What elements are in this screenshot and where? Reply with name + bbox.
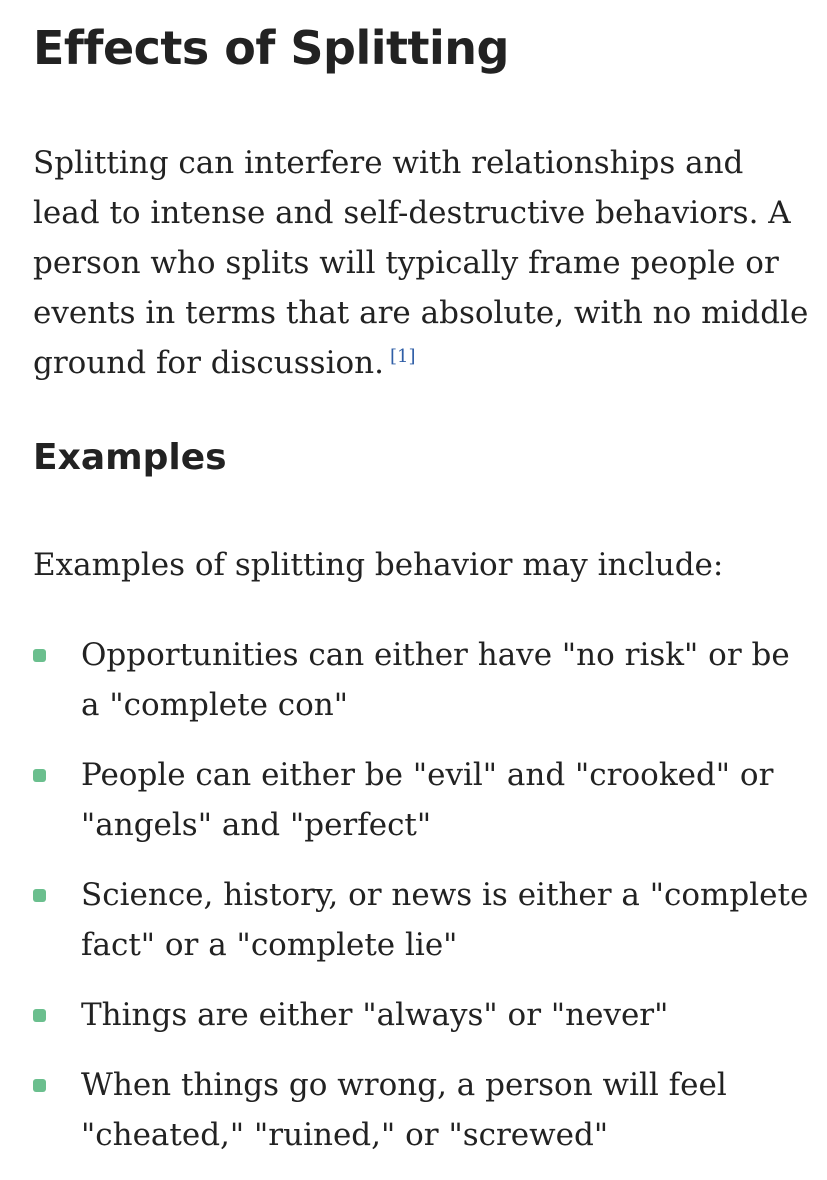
article: [33, 0, 813, 1180]
list-item: [33, 990, 813, 1040]
list-item-text: Things are either "always" or "never": [81, 997, 669, 1033]
bullet-icon: [33, 649, 46, 662]
list-item-text: When things go wrong, a person will feel "cheated," "ruined," or "screwed": [81, 1067, 727, 1153]
citation-link[interactable]: [1]: [389, 345, 416, 367]
section-title: Effects of Splitting: [33, 21, 509, 75]
intro-text: Splitting can interfere with relationships and lead to intense and self-destructive behaviors. A person who splits will typically frame people or events in terms that are absolute, with no middle ground for discussion.: [33, 145, 809, 381]
list-item-text: Opportunities can either have "no risk" or be a "complete con": [81, 637, 790, 723]
list-item-text: Science, history, or news is either a "complete fact" or a "complete lie": [81, 877, 809, 963]
intro-paragraph: [33, 138, 813, 388]
list-item: [33, 630, 813, 730]
bullet-icon: [33, 1079, 46, 1092]
list-item: [33, 1060, 813, 1160]
examples-list: [33, 630, 813, 1160]
list-item: [33, 750, 813, 850]
list-item: [33, 870, 813, 970]
examples-heading: Examples: [33, 437, 227, 478]
list-item-text: People can either be "evil" and "crooked" or "angels" and "perfect": [81, 757, 774, 843]
examples-intro: Examples of splitting behavior may include:: [33, 547, 724, 583]
bullet-icon: [33, 769, 46, 782]
bullet-icon: [33, 1009, 46, 1022]
bullet-icon: [33, 889, 46, 902]
